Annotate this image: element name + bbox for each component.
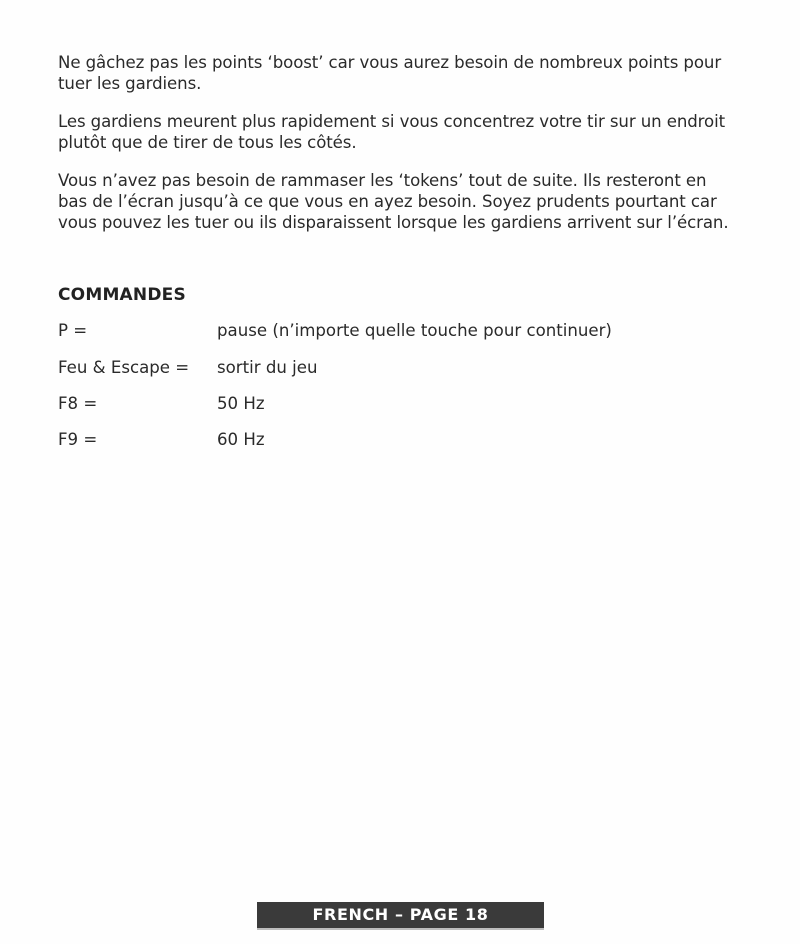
command-key: F9 = <box>58 430 98 449</box>
command-row-exit <box>58 357 738 379</box>
command-key: Feu & Escape = <box>58 358 190 377</box>
tip-paragraph-tokens: Vous n’avez pas besoin de rammaser les ‘tokens’ tout de suite. Ils resteront en bas de l’écran jusqu’à ce que vous en ayez besoin. Soyez prudents pourtant car vous pouvez les tuer ou ils disparaissent lorsque les gardiens arrivent sur l’écran. <box>58 171 729 232</box>
command-key: P = <box>58 321 88 340</box>
tip-paragraph-aim: Les gardiens meurent plus rapidement si vous concentrez votre tir sur un endroit plutôt que de tirer de tous les côtés. <box>58 112 726 152</box>
page-footer-label: FRENCH – PAGE 18 <box>257 902 544 930</box>
command-value: 50 Hz <box>217 394 265 413</box>
command-value: sortir du jeu <box>217 358 318 377</box>
commands-heading: COMMANDES <box>58 285 186 305</box>
command-value: pause (n’importe quelle touche pour continuer) <box>217 321 612 340</box>
command-row-pause <box>58 320 738 342</box>
tip-paragraph-boost: Ne gâchez pas les points ‘boost’ car vous aurez besoin de nombreux points pour tuer les gardiens. <box>58 53 722 93</box>
command-value: 60 Hz <box>217 430 265 449</box>
command-row-f9 <box>58 429 738 451</box>
command-key: F8 = <box>58 394 98 413</box>
command-row-f8 <box>58 393 738 415</box>
